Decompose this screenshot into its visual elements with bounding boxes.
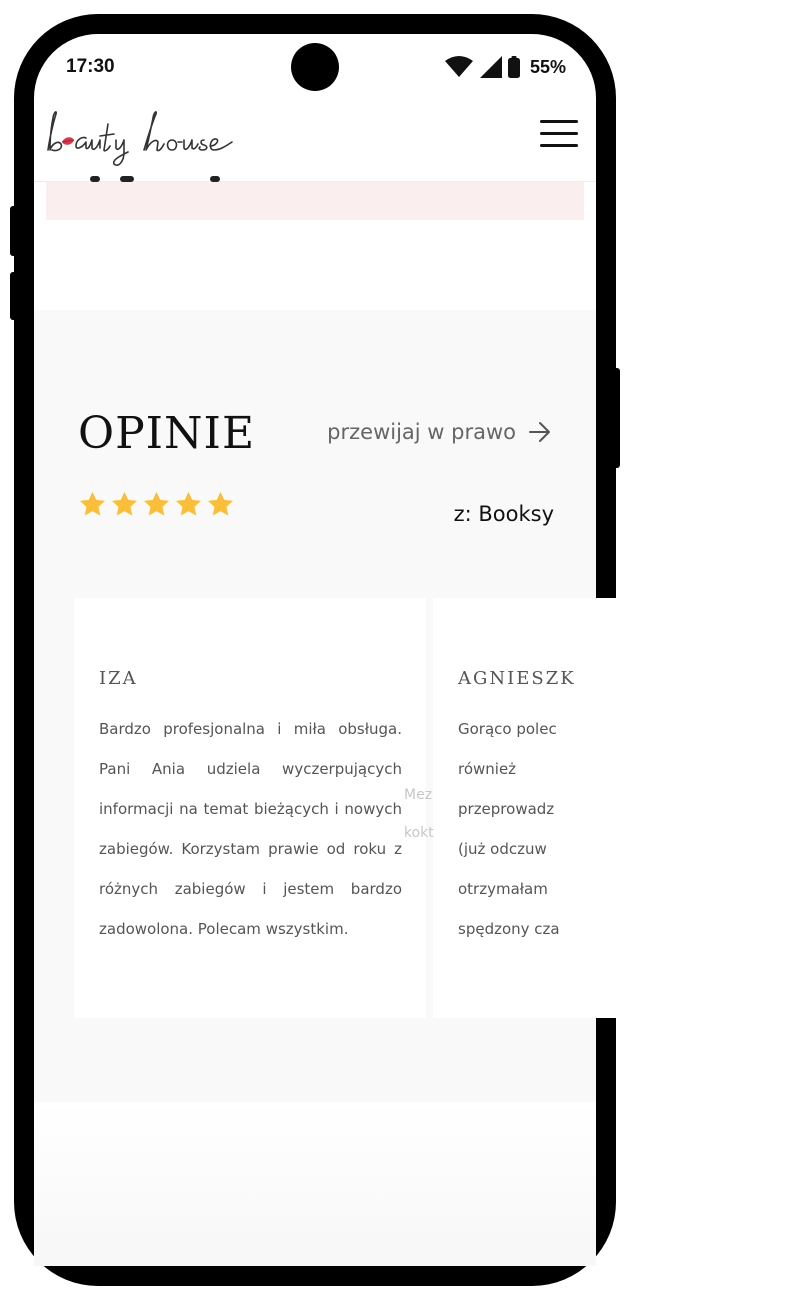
signal-icon [480, 56, 502, 78]
background-text-fragment [404, 776, 434, 852]
review-card [74, 598, 426, 1018]
star-icon [174, 490, 203, 519]
reviewer-name: AGNIESZK [458, 668, 576, 689]
status-time: 17:30 [66, 56, 115, 77]
site-header [34, 100, 596, 182]
star-icon [110, 490, 139, 519]
review-source: z: Booksy [453, 502, 554, 526]
battery-percentage: 55% [529, 56, 566, 77]
review-text-line: przeprowadz [458, 800, 555, 818]
reviews-carousel[interactable] [74, 598, 576, 1018]
scroll-hint[interactable] [327, 420, 552, 444]
arrow-right-icon [528, 421, 552, 443]
fragment-line: kokt [404, 825, 434, 841]
star-icon [78, 490, 107, 519]
review-text-line: Gorąco polec [458, 720, 557, 738]
phone-screen [34, 34, 596, 1266]
review-text-line: spędzony cza [458, 920, 560, 938]
fragment-line: Mez [404, 787, 433, 803]
footer-fade [34, 1102, 596, 1266]
status-icons [444, 54, 566, 80]
beauty-house-logo[interactable] [42, 106, 242, 170]
review-text: Bardzo profesjonalna i miła obsługa. Pani Ania udziela wyczerpujących informacji na temat bieżących i nowych zabiegów. Korzystam prawie od roku z różnych zabiegów i jestem bardzo zadowolona. Polecam wszystkim. [99, 720, 402, 938]
clipped-text-fragment [90, 176, 230, 188]
rating-stars [78, 490, 235, 519]
star-icon [142, 490, 171, 519]
front-camera [291, 43, 339, 91]
review-text-line: (już odczuw [458, 840, 547, 858]
scroll-hint-label: przewijaj w prawo [327, 420, 516, 444]
wifi-icon [444, 56, 474, 78]
review-card [433, 598, 785, 1018]
reviewer-name: IZA [99, 668, 138, 689]
star-icon [206, 490, 235, 519]
battery-icon [508, 56, 520, 78]
review-text-line: również [458, 760, 517, 778]
status-bar [34, 34, 596, 100]
reviews-title: OPINIE [78, 408, 256, 459]
reviews-section [34, 310, 596, 1102]
review-text [458, 709, 761, 949]
hamburger-menu-icon[interactable] [540, 120, 578, 148]
promo-band [46, 182, 584, 220]
review-text-line: otrzymałam [458, 880, 548, 898]
